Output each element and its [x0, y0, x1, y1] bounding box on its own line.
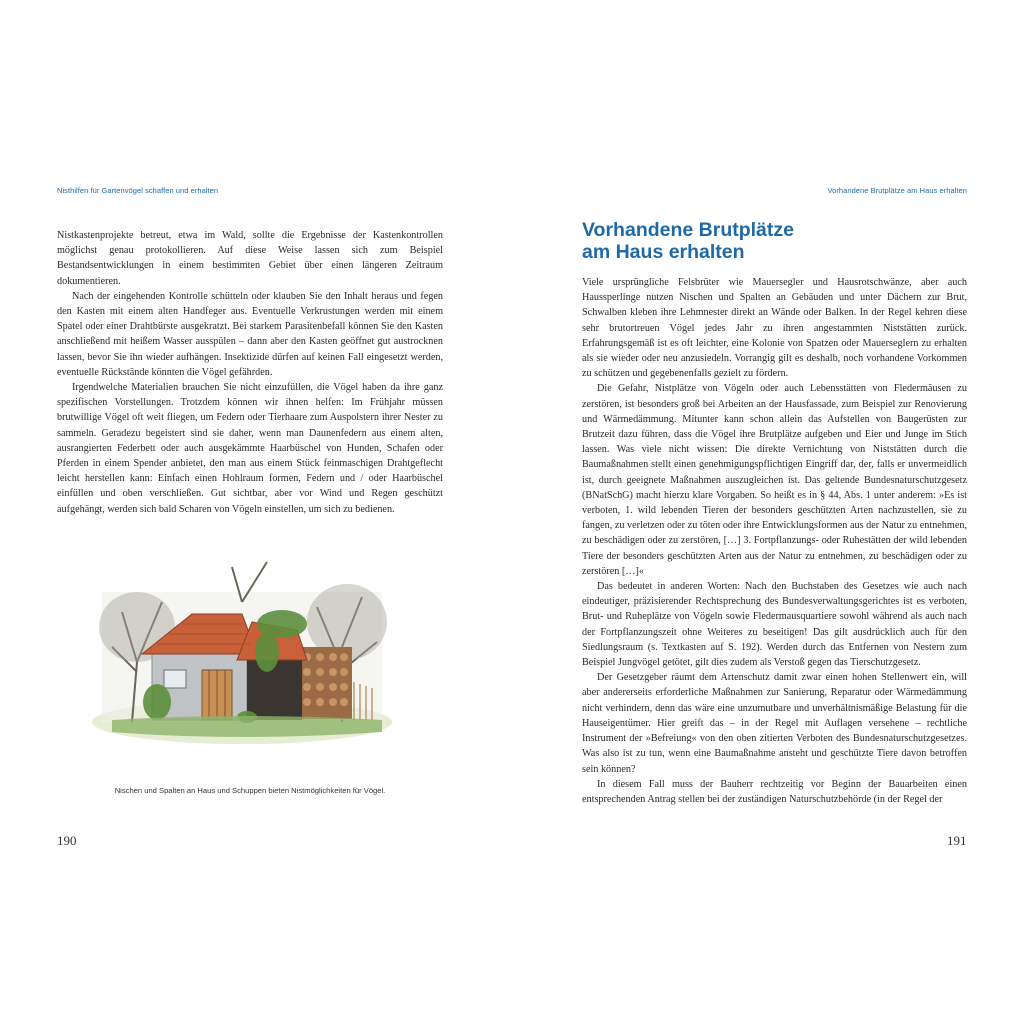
right-paragraph-4: Der Gesetzgeber räumt dem Artenschutz damit zwar einen hohen Stellenwert ein, will aber andererseits erforderliche Maßnahmen zur Sanierung, Reparatur oder Wärmedämmung nicht verhindern, denn das wäre eine unzumutbare und unverhältnismäßige Belastung für die Hauseigentümer. Hier greift das – in der Regel mit Auflagen versehene – rechtliche Instrument der »Befreiung« von den oben zitierten Verboten des Bundesnaturschutzgesetzes. Was also ist zu tun, wenn eine Baumaßnahme ansteht und geschützte Tiere davon betroffen sein können? — [582, 672, 967, 775]
illustration-caption: Nischen und Spalten an Haus und Schuppen bieten Nistmöglichkeiten für Vögel. — [114, 786, 386, 795]
page-number-left: 190 — [57, 833, 77, 848]
right-body-text — [582, 275, 967, 807]
right-paragraph-2: Die Gefahr, Nistplätze von Vögeln oder auch Lebensstätten von Fledermäusen zu zerstören, ist besonders groß bei Arbeiten an der Hausfassade, zum Beispiel zur Renovierung und Wärmedämmung. Mitunter kann schon allein das Aufstellen von Baugerüsten zur Brutzeit dazu führen, dass die Vögel ihre Brutplätze aufgeben und Eier und Junge im Stich lassen. Was viele nicht wissen: Die direkte Vernichtung von Niststätten durch die Baumaßnahmen stellt einen genehmigungspflichtigen Eingriff dar, der, falls er unvermeidlich ist, durch geeignete Maßnahmen auszugleichen ist. Das geltende Bundesnaturschutzgesetz (BNatSchG) macht hierzu klare Vorgaben. So heißt es in § 44, Abs. 1 unter anderem: »Es ist verboten, 1. wild lebenden Tieren der besonders geschützten Arten nachzustellen, sie zu fangen, zu verletzen oder zu töten oder ihre Entwicklungsformen aus der Natur zu entnehmen, zu beschädigen oder zu zerstören, […] 3. Fortpflanzungs- oder Ruhestätten der wild lebenden Tiere der besonders geschützten Arten aus der Natur zu entnehmen, zu beschädigen oder zu zerstören […]« — [582, 383, 967, 577]
right-paragraph-3: Das bedeutet in anderen Worten: Nach den Buchstaben des Gesetzes wie auch nach eindeutiger, präzisierender Rechtsprechung des Bundesverwaltungsgerichtes ist es verboten, Brut- und Ruheplätze von Vögeln sowie Fledermausquartiere sowohl während als auch nach der Fortpflanzungszeit ohne Weiteres zu beseitigen! Das gilt ausdrücklich auch für den Siedlungsraum (s. Textkasten auf S. 192). Werden durch das Entfernen von Nestern zum Beispiel Jungvögel getötet, gilt dies zudem als Verstoß gegen das Tierschutzgesetz. — [582, 581, 967, 669]
running-head-right: Vorhandene Brutplätze am Haus erhalten — [827, 186, 967, 195]
left-paragraph-1: Nistkastenprojekte betreut, etwa im Wald, sollte die Ergebnisse der Kastenkontrollen möglichst genau protokollieren. Auf diese Weise lassen sich zum Beispiel Bestandsentwicklungen in einem bestimmten Gebiet über einen längeren Zeitraum dokumentieren. — [57, 230, 443, 287]
page-number-right: 191 — [947, 833, 967, 848]
left-paragraph-3: Irgendwelche Materialien brauchen Sie nicht einzufüllen, die Vögel haben da ihre ganz spezifischen Vorstellungen. Trotzdem können wir ihnen helfen: Im Frühjahr müssen brutwillige Vögel oft weit fliegen, um Federn oder Tierhaare zum Auspolstern ihrer Nester zu sammeln. Geradezu begeistert sind sie daher, wenn man Daunenfedern aus einem alten, ausrangierten Federbett oder auch ausgekämmte Haarbüschel von Hunden, Schafen oder Pferden in einem Spender anbietet, den man aus einem Stück feinmaschigen Drahtgeflecht leicht herstellen kann: Einfach einen Hohlraum formen, Federn und / oder Haarbüschel einfüllen und oben verschließen. Gut sichtbar, aber vor Wind und Regen geschützt aufgehängt, werden sich bald Scharen von Vögeln einstellen, um sich zu bedienen. — [57, 382, 443, 515]
garden-shed-illustration — [92, 552, 392, 746]
running-head-left: Nisthilfen für Gartenvögel schaffen und erhalten — [57, 186, 219, 195]
section-title-line-1: Vorhandene Brutplätze — [582, 219, 794, 241]
right-paragraph-5: In diesem Fall muss der Bauherr rechtzeitig vor Beginn der Bauarbeiten einen entsprechenden Antrag stellen bei der zuständigen Naturschutzbehörde (in der Regel der — [582, 778, 967, 805]
section-title-line-2: am Haus erhalten — [582, 241, 745, 263]
left-paragraph-2: Nach der eingehenden Kontrolle schütteln oder klauben Sie den Inhalt heraus und fegen den Kasten mit einem alten Handfeger aus. Eventuelle Verkrustungen werden mit einem Spatel oder einer Drahtbürste ausgekratzt. Bei starkem Parasitenbefall können Sie den Kasten anschließend mit heißem Wasser ausspülen – dann aber den Kasten geöffnet gut austrocknen lassen, bevor Sie ihn wieder aufhängen. Insektizide dürfen auf keinen Fall eingesetzt werden, eventuelle Rückstände könnten die Vögel gefährden. — [57, 290, 443, 378]
section-title — [582, 219, 972, 263]
left-body-text — [57, 228, 443, 517]
right-paragraph-1: Viele ursprüngliche Felsbrüter wie Mauersegler und Hausrotschwänze, aber auch Haussperlinge nutzen Nischen und Spalten an Gebäuden und unter Dächern zur Brut, Schwalben kleben ihre Lehmnester direkt an Wände oder Balken. In der Regel kehren diese sehr brutortreuen Vögel jedes Jahr zu ihren angestammten Niststätten zurück. Erfahrungsgemäß ist es oft leichter, eine Kolonie von Spatzen oder Mauerseglern zu erhalten als sie wieder oder neu anzusiedeln. Vorrangig gilt es deshalb, noch vorhandene Vorkommen zu schützen und gegebenenfalls gezielt zu fördern. — [582, 277, 967, 380]
